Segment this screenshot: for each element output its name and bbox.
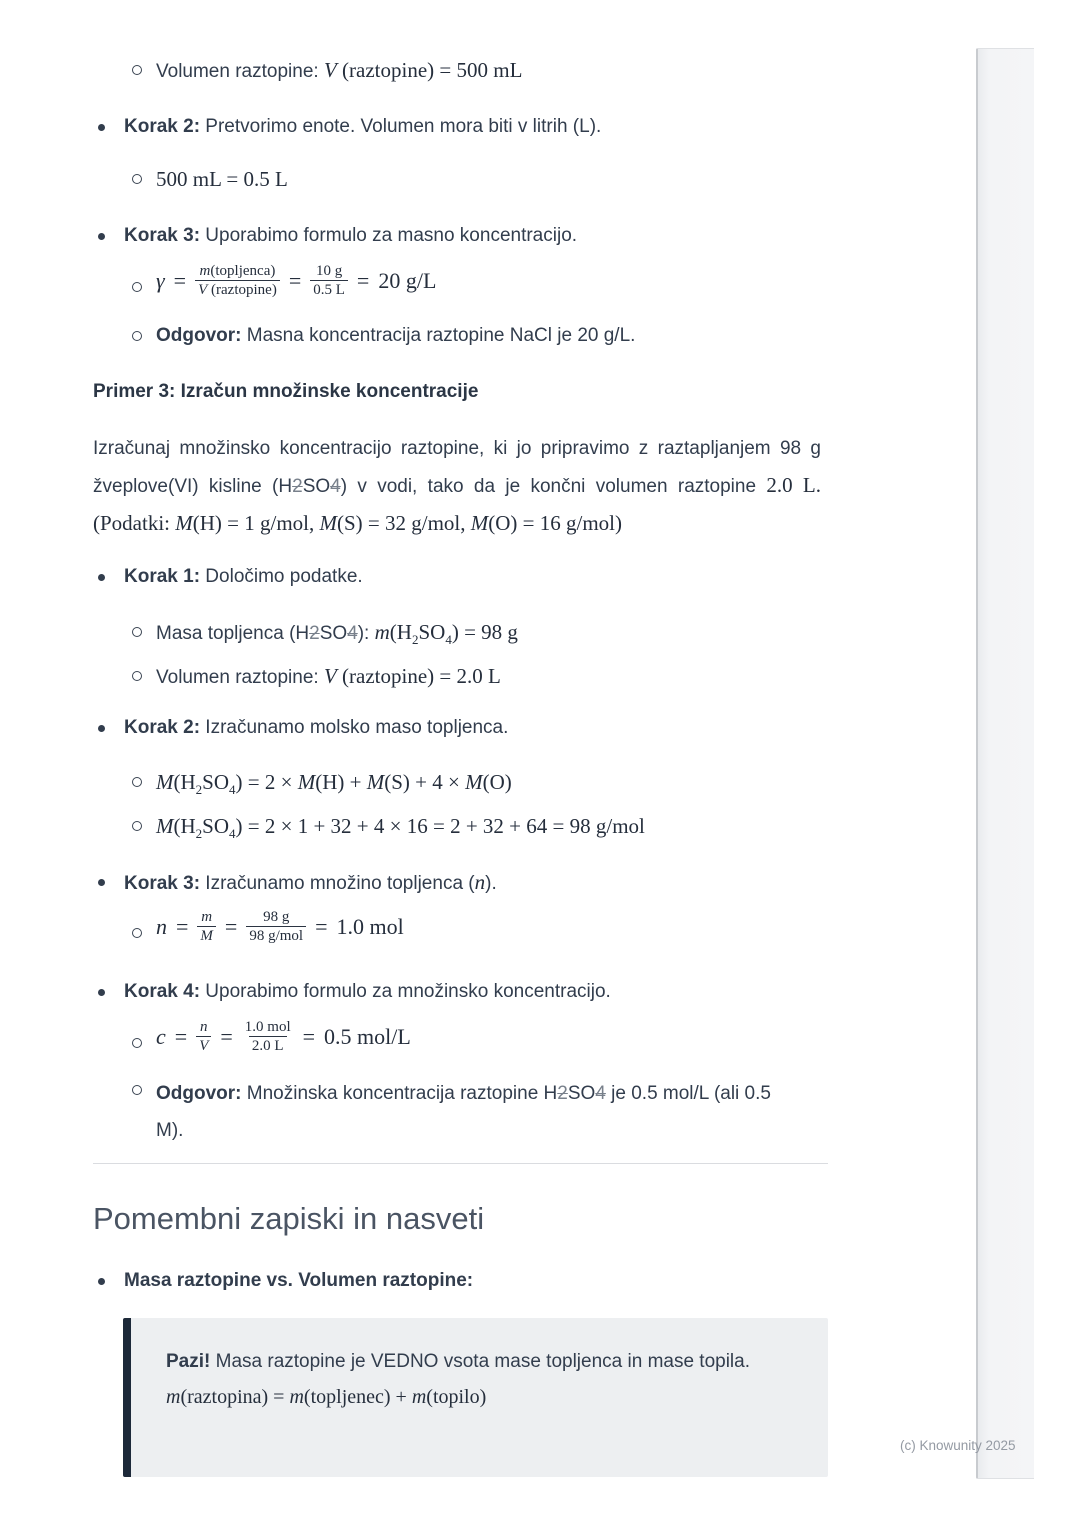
strikethrough-digit: 2	[557, 1083, 568, 1104]
circle-bullet-icon	[132, 821, 142, 831]
next-page-edge[interactable]	[976, 48, 1034, 1479]
masa-vs-volumen-label: Masa raztopine vs. Volumen raztopine:	[124, 1270, 474, 1291]
list-item-volume-500	[93, 55, 828, 87]
list-item-korak3-prev	[93, 221, 828, 251]
list-item-odgovor-prev	[93, 321, 828, 351]
section-heading: Pomembni zapiski in nasveti	[93, 1201, 485, 1236]
section-divider	[93, 1163, 828, 1164]
odgovor-text: Masna koncentracija raztopine NaCl je 20 g/L.	[241, 325, 636, 346]
korak3-text: Uporabimo formulo za masno koncentracijo.	[200, 225, 578, 246]
korak2-text: Pretvorimo enote. Volumen mora biti v litrih (L).	[200, 116, 602, 137]
strikethrough-digit: 2	[309, 623, 320, 644]
amount-equation: n = $\frac{m}{M}$ = $\frac{98 g}{\text{98 g/mol}}$ = 1.0 mol	[156, 909, 404, 944]
odgovor-text: Množinska koncentracija raztopine H	[241, 1083, 558, 1104]
list-item-korak3: Korak 3: Izračunamo množino topljenca (n).	[93, 867, 828, 899]
list-item-molar-mass-2	[93, 811, 828, 843]
circle-bullet-icon	[132, 777, 142, 787]
primer3-title: Primer 3: Izračun množinske koncentracije	[93, 381, 479, 402]
circle-bullet-icon	[132, 671, 142, 681]
list-item-amount-equation	[93, 908, 828, 960]
intro-math: 2.0 L. (Podatki: M(H) = 1 g/mol, M(S) = 32 g/mol, M(O) = 16 g/mol)	[93, 473, 822, 535]
n-variable: n	[474, 870, 486, 894]
list-item-korak4	[93, 977, 828, 1007]
watermark: (c) Knowunity 2025	[900, 1438, 1016, 1453]
circle-bullet-icon	[132, 65, 142, 75]
circle-bullet-icon	[132, 282, 142, 292]
fraction: $\frac{\text{m(topljenca)}}{\text{V (raztopine)}}$	[195, 262, 280, 299]
intro-text: Izračunaj množinsko koncentracijo raztopine, ki jo pripravimo z raztapljanjem 98 g žveplove(VI) kisline (H	[93, 438, 821, 497]
volume-label: Volumen raztopine:	[156, 61, 319, 82]
korak1-label: Korak 1:	[124, 566, 201, 587]
primer3-intro-paragraph: Izračunaj množinsko koncentracijo raztopine, ki jo pripravimo z raztapljanjem 98 g žveplove(VI) kisline (H2SO4) v vodi, tako da je končni volumen raztopine 2.0 L. (Podatki: M(H) = 1 g/mol, M(S) = 32 g/mol, M(O) = 16 g/mol)	[93, 438, 822, 535]
korak4-label: Korak 4:	[124, 981, 201, 1002]
fraction: $\frac{n}{V}$	[196, 1018, 211, 1055]
korak3-label: Korak 3:	[124, 225, 201, 246]
gamma-equation: γ = $\frac{\text{m(topljenca)}}{\text{V (raztopine)}}$ = $\frac{10 g}{0.5 L}$ = 20 g/L	[156, 263, 437, 298]
circle-bullet-icon	[132, 331, 142, 341]
korak2-label: Korak 2:	[124, 116, 201, 137]
korak4-text: Uporabimo formulo za množinsko koncentracijo.	[200, 981, 611, 1002]
circle-bullet-icon	[132, 627, 142, 637]
volume2-label: Volumen raztopine:	[156, 667, 319, 688]
list-item-mass: Masa topljenca (H2SO4): $m(H_2SO_4) = 98$ g	[93, 617, 828, 649]
mass-math: $m(H_2SO_4) = 98$ g	[374, 620, 518, 648]
conversion-math: 500 mL = 0.5 L	[156, 167, 288, 191]
bullet-icon	[98, 879, 105, 886]
fraction: $\frac{m}{M}$	[197, 908, 216, 945]
bullet-icon	[98, 233, 105, 240]
list-item-masa-vs-volumen	[93, 1266, 828, 1296]
warning-callout	[123, 1318, 828, 1477]
bullet-icon	[98, 989, 105, 996]
amount-result: 1.0 mol	[336, 913, 404, 939]
strikethrough-digit: 2	[292, 476, 303, 497]
pazi-label: Pazi!	[166, 1351, 211, 1372]
odgovor-label: Odgovor:	[156, 1083, 242, 1104]
gamma-result: 20 g/L	[378, 267, 437, 293]
concentration-result: 0.5 mol/L	[324, 1023, 411, 1049]
fraction: $\frac{10 g}{0.5 L}$	[310, 262, 348, 299]
callout-text: Pazi! Masa raztopine je VEDNO vsota mase topljenca in mase topila.	[166, 1351, 751, 1372]
circle-bullet-icon	[132, 1085, 142, 1095]
list-item-korak1	[93, 562, 828, 592]
list-item-concentration-equation	[93, 1018, 828, 1070]
volume-math: V (raztopine) = 500 mL	[323, 58, 523, 82]
molar-mass-formula: $M(H_2SO_4) = 2 \times M(H) + M(S) + 4 \times M(O)$	[156, 770, 512, 798]
strikethrough-digit: 4	[595, 1083, 606, 1104]
fraction: $\frac{\text{1.0 mol}}{2.0 L}$	[244, 1019, 291, 1054]
list-item-molar-mass-1	[93, 767, 828, 799]
circle-bullet-icon	[132, 928, 142, 938]
list-item-volume-2	[93, 661, 828, 693]
korak1-text: Določimo podatke.	[200, 566, 363, 587]
bullet-icon	[98, 574, 105, 581]
korak2-label: Korak 2:	[124, 717, 201, 738]
circle-bullet-icon	[132, 174, 142, 184]
korak3-text: Izračunamo množino topljenca (	[200, 873, 475, 894]
molar-mass-calculation: $M(H_2SO_4) = 2 \times 1 + 32 + 4 \times 16 = 2 + 32 + 64 = 98$ g/mol	[156, 814, 645, 842]
list-item-korak2	[93, 713, 828, 743]
concentration-equation: c = $\frac{n}{V}$ = $\frac{\text{1.0 mol}}{2.0 L}$ = 0.5 mol/L	[156, 1019, 411, 1054]
list-item-gamma-equation	[93, 262, 828, 314]
mass-label: Masa topljenca (H	[156, 623, 310, 644]
bullet-icon	[98, 124, 105, 131]
volume2-math: V (raztopine) = 2.0 L	[323, 664, 501, 688]
korak2-text: Izračunamo molsko maso topljenca.	[200, 717, 509, 738]
bullet-icon	[98, 1278, 105, 1285]
list-item-odgovor-primer3: Odgovor: Množinska koncentracija raztopine H2SO4 je 0.5 mol/L (ali 0.5 M).	[93, 1075, 801, 1149]
strikethrough-digit: 4	[330, 476, 341, 497]
bullet-icon	[98, 725, 105, 732]
strikethrough-digit: 4	[347, 623, 358, 644]
callout-formula: m(raztopina) = m(topljenec) + m(topilo)	[166, 1386, 487, 1408]
list-item-korak2-prev	[93, 112, 828, 142]
circle-bullet-icon	[132, 1038, 142, 1048]
odgovor-label: Odgovor:	[156, 325, 242, 346]
fraction: $\frac{98 g}{\text{98 g/mol}}$	[246, 908, 306, 945]
list-item-unit-conversion	[93, 164, 828, 196]
korak3-label: Korak 3:	[124, 873, 201, 894]
